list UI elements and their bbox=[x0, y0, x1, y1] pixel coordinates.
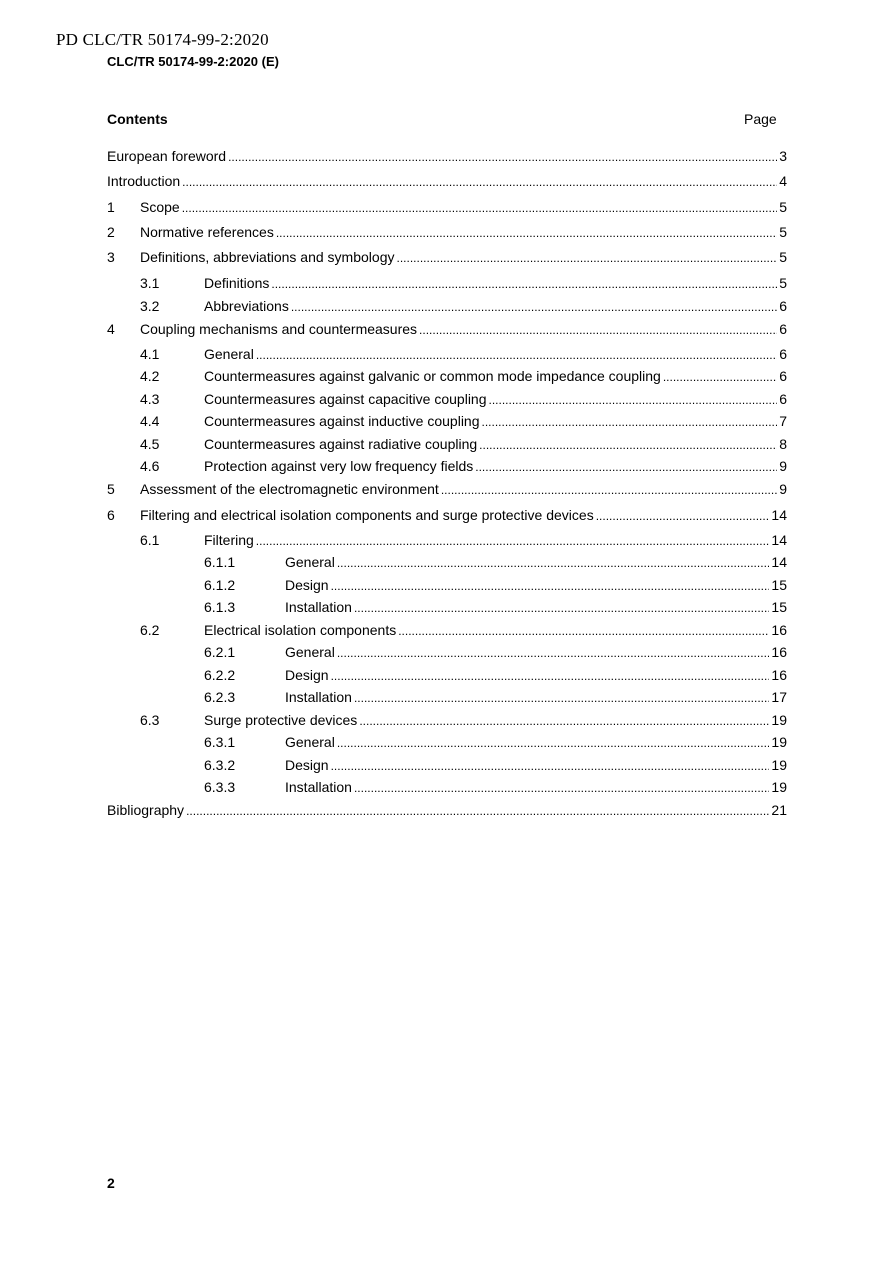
toc-entry-number: 3.2 bbox=[140, 298, 160, 314]
toc-dot-leader bbox=[419, 321, 777, 339]
toc-entry-number: 4 bbox=[107, 321, 115, 337]
toc-entry-title: General bbox=[285, 554, 335, 570]
toc-entry-title: Countermeasures against galvanic or common mode impedance coupling bbox=[204, 368, 661, 384]
toc-entry-number: 6.1.2 bbox=[204, 577, 236, 593]
toc-dot-leader bbox=[186, 802, 769, 820]
toc-entry-title: Scope bbox=[140, 199, 180, 215]
toc-entry-title: Countermeasures against radiative coupling bbox=[204, 436, 478, 452]
toc-entry-page: 3 bbox=[779, 148, 787, 164]
toc-entry[interactable] bbox=[107, 711, 787, 729]
toc-entry[interactable] bbox=[107, 801, 787, 819]
toc-dot-leader bbox=[441, 481, 777, 499]
toc-entry-page: 9 bbox=[779, 458, 787, 474]
toc-dot-leader bbox=[331, 667, 770, 685]
toc-dot-leader bbox=[479, 436, 777, 454]
toc-entry-title: Assessment of the electromagnetic environment bbox=[140, 481, 439, 497]
toc-dot-leader bbox=[182, 173, 777, 191]
toc-entry-number: 6.2.2 bbox=[204, 667, 236, 683]
toc-dot-leader bbox=[337, 554, 770, 572]
toc-entry-number: 2 bbox=[107, 224, 115, 240]
toc-entry[interactable] bbox=[107, 553, 787, 571]
toc-dot-leader bbox=[256, 346, 777, 364]
toc-dot-leader bbox=[271, 275, 777, 293]
toc-entry-page: 16 bbox=[771, 644, 787, 660]
toc-entry-title: Design bbox=[285, 757, 329, 773]
toc-dot-leader bbox=[256, 532, 770, 550]
document-id-header: PD CLC/TR 50174-99-2:2020 bbox=[56, 30, 269, 49]
toc-entry[interactable] bbox=[107, 688, 787, 706]
toc-entry[interactable] bbox=[107, 147, 787, 165]
toc-entry-title: Surge protective devices bbox=[204, 712, 358, 728]
toc-dot-leader bbox=[396, 249, 777, 267]
toc-entry[interactable] bbox=[107, 198, 787, 216]
toc-entry-number: 6.1.1 bbox=[204, 554, 236, 570]
toc-dot-leader bbox=[398, 622, 769, 640]
toc-entry-page: 6 bbox=[779, 368, 787, 384]
toc-entry-page: 9 bbox=[779, 481, 787, 497]
toc-entry-title: Normative references bbox=[140, 224, 274, 240]
toc-entry-title: Filtering bbox=[204, 532, 254, 548]
toc-dot-leader bbox=[663, 368, 777, 386]
toc-dot-leader bbox=[276, 224, 777, 242]
toc-entry[interactable] bbox=[107, 643, 787, 661]
toc-dot-leader bbox=[291, 298, 777, 316]
toc-entry-number: 6.3 bbox=[140, 712, 160, 728]
toc-entry-page: 7 bbox=[779, 413, 787, 429]
toc-entry[interactable] bbox=[107, 223, 787, 241]
toc-entry-title: Introduction bbox=[107, 173, 181, 189]
toc-entry-page: 19 bbox=[771, 734, 787, 750]
toc-entry-number: 4.2 bbox=[140, 368, 160, 384]
toc-entry-number: 3 bbox=[107, 249, 115, 265]
toc-dot-leader bbox=[228, 148, 777, 166]
page-number: 2 bbox=[107, 1175, 115, 1191]
toc-entry[interactable] bbox=[107, 390, 787, 408]
toc-entry-number: 5 bbox=[107, 481, 115, 497]
toc-dot-leader bbox=[489, 391, 778, 409]
toc-entry-page: 4 bbox=[779, 173, 787, 189]
toc-entry-number: 6.3.3 bbox=[204, 779, 236, 795]
toc-dot-leader bbox=[354, 689, 769, 707]
toc-entry-number: 6.3.1 bbox=[204, 734, 236, 750]
toc-dot-leader bbox=[337, 644, 770, 662]
toc-entry-title: Bibliography bbox=[107, 802, 185, 818]
toc-entry-number: 6.3.2 bbox=[204, 757, 236, 773]
toc-entry-page: 16 bbox=[771, 622, 787, 638]
toc-entry-number: 4.5 bbox=[140, 436, 160, 452]
toc-entry[interactable] bbox=[107, 367, 787, 385]
toc-entry-page: 5 bbox=[779, 275, 787, 291]
toc-entry-title: Installation bbox=[285, 779, 352, 795]
toc-entry-page: 14 bbox=[771, 532, 787, 548]
toc-entry-page: 5 bbox=[779, 249, 787, 265]
toc-entry[interactable] bbox=[107, 297, 787, 315]
toc-entry[interactable] bbox=[107, 274, 787, 292]
toc-entry-number: 6 bbox=[107, 507, 115, 523]
toc-entry-page: 6 bbox=[779, 321, 787, 337]
toc-dot-leader bbox=[331, 577, 770, 595]
toc-entry-page: 14 bbox=[771, 507, 787, 523]
toc-entry-title: European foreword bbox=[107, 148, 227, 164]
contents-heading: Contents bbox=[107, 111, 168, 127]
toc-entry-title: Filtering and electrical isolation components and surge protective devices bbox=[140, 507, 594, 523]
toc-entry[interactable] bbox=[107, 506, 787, 524]
toc-dot-leader bbox=[354, 599, 769, 617]
toc-entry-page: 6 bbox=[779, 298, 787, 314]
toc-entry[interactable] bbox=[107, 621, 787, 639]
toc-entry[interactable] bbox=[107, 733, 787, 751]
toc-entry-number: 3.1 bbox=[140, 275, 160, 291]
toc-entry-page: 8 bbox=[779, 436, 787, 452]
toc-dot-leader bbox=[482, 413, 778, 431]
toc-dot-leader bbox=[354, 779, 769, 797]
toc-entry-number: 1 bbox=[107, 199, 115, 215]
toc-entry-number: 4.4 bbox=[140, 413, 160, 429]
toc-entry-title: Countermeasures against inductive coupling bbox=[204, 413, 480, 429]
toc-entry[interactable] bbox=[107, 480, 787, 498]
toc-entry[interactable] bbox=[107, 756, 787, 774]
toc-entry-title: Abbreviations bbox=[204, 298, 289, 314]
toc-entry-number: 4.1 bbox=[140, 346, 160, 362]
toc-entry[interactable] bbox=[107, 598, 787, 616]
toc-dot-leader bbox=[331, 757, 770, 775]
toc-entry-number: 6.2.3 bbox=[204, 689, 236, 705]
toc-entry-page: 19 bbox=[771, 779, 787, 795]
toc-entry[interactable] bbox=[107, 531, 787, 549]
toc-entry-title: Installation bbox=[285, 689, 352, 705]
toc-entry-title: Countermeasures against capacitive coupling bbox=[204, 391, 487, 407]
toc-entry-title: Coupling mechanisms and countermeasures bbox=[140, 321, 418, 337]
toc-entry-number: 6.2.1 bbox=[204, 644, 236, 660]
toc-entry[interactable] bbox=[107, 457, 787, 475]
toc-entry[interactable] bbox=[107, 248, 787, 266]
document-id-subheader: CLC/TR 50174-99-2:2020 (E) bbox=[107, 54, 279, 69]
toc-entry-page: 17 bbox=[771, 689, 787, 705]
toc-dot-leader bbox=[182, 199, 778, 217]
toc-entry-page: 19 bbox=[771, 712, 787, 728]
toc-entry-title: Design bbox=[285, 577, 329, 593]
toc-entry-page: 19 bbox=[771, 757, 787, 773]
toc-entry-page: 21 bbox=[771, 802, 787, 818]
toc-entry[interactable] bbox=[107, 172, 787, 190]
toc-entry-title: Electrical isolation components bbox=[204, 622, 397, 638]
toc-entry-page: 16 bbox=[771, 667, 787, 683]
toc-entry[interactable] bbox=[107, 778, 787, 796]
toc-entry-title: Design bbox=[285, 667, 329, 683]
toc-entry-number: 4.6 bbox=[140, 458, 160, 474]
toc-entry[interactable] bbox=[107, 320, 787, 338]
toc-dot-leader bbox=[359, 712, 769, 730]
toc-entry-page: 15 bbox=[771, 577, 787, 593]
toc-entry-title: Protection against very low frequency fields bbox=[204, 458, 474, 474]
toc-entry-title: Definitions, abbreviations and symbology bbox=[140, 249, 395, 265]
toc-entry-page: 5 bbox=[779, 224, 787, 240]
toc-entry-title: Installation bbox=[285, 599, 352, 615]
toc-entry-title: General bbox=[285, 734, 335, 750]
toc-entry[interactable] bbox=[107, 666, 787, 684]
toc-dot-leader bbox=[475, 458, 777, 476]
toc-entry-number: 6.2 bbox=[140, 622, 160, 638]
toc-entry-page: 14 bbox=[771, 554, 787, 570]
toc-dot-leader bbox=[337, 734, 770, 752]
page-column-label: Page bbox=[744, 111, 777, 127]
toc-entry-page: 6 bbox=[779, 391, 787, 407]
toc-entry[interactable] bbox=[107, 576, 787, 594]
toc-entry-number: 6.1.3 bbox=[204, 599, 236, 615]
toc-entry[interactable] bbox=[107, 435, 787, 453]
toc-entry-title: General bbox=[285, 644, 335, 660]
toc-entry-page: 6 bbox=[779, 346, 787, 362]
toc-entry-number: 6.1 bbox=[140, 532, 160, 548]
toc-entry[interactable] bbox=[107, 345, 787, 363]
toc-entry-title: General bbox=[204, 346, 254, 362]
toc-entry[interactable] bbox=[107, 412, 787, 430]
toc-entry-page: 15 bbox=[771, 599, 787, 615]
toc-entry-page: 5 bbox=[779, 199, 787, 215]
toc-dot-leader bbox=[596, 507, 770, 525]
toc-entry-number: 4.3 bbox=[140, 391, 160, 407]
toc-entry-title: Definitions bbox=[204, 275, 270, 291]
